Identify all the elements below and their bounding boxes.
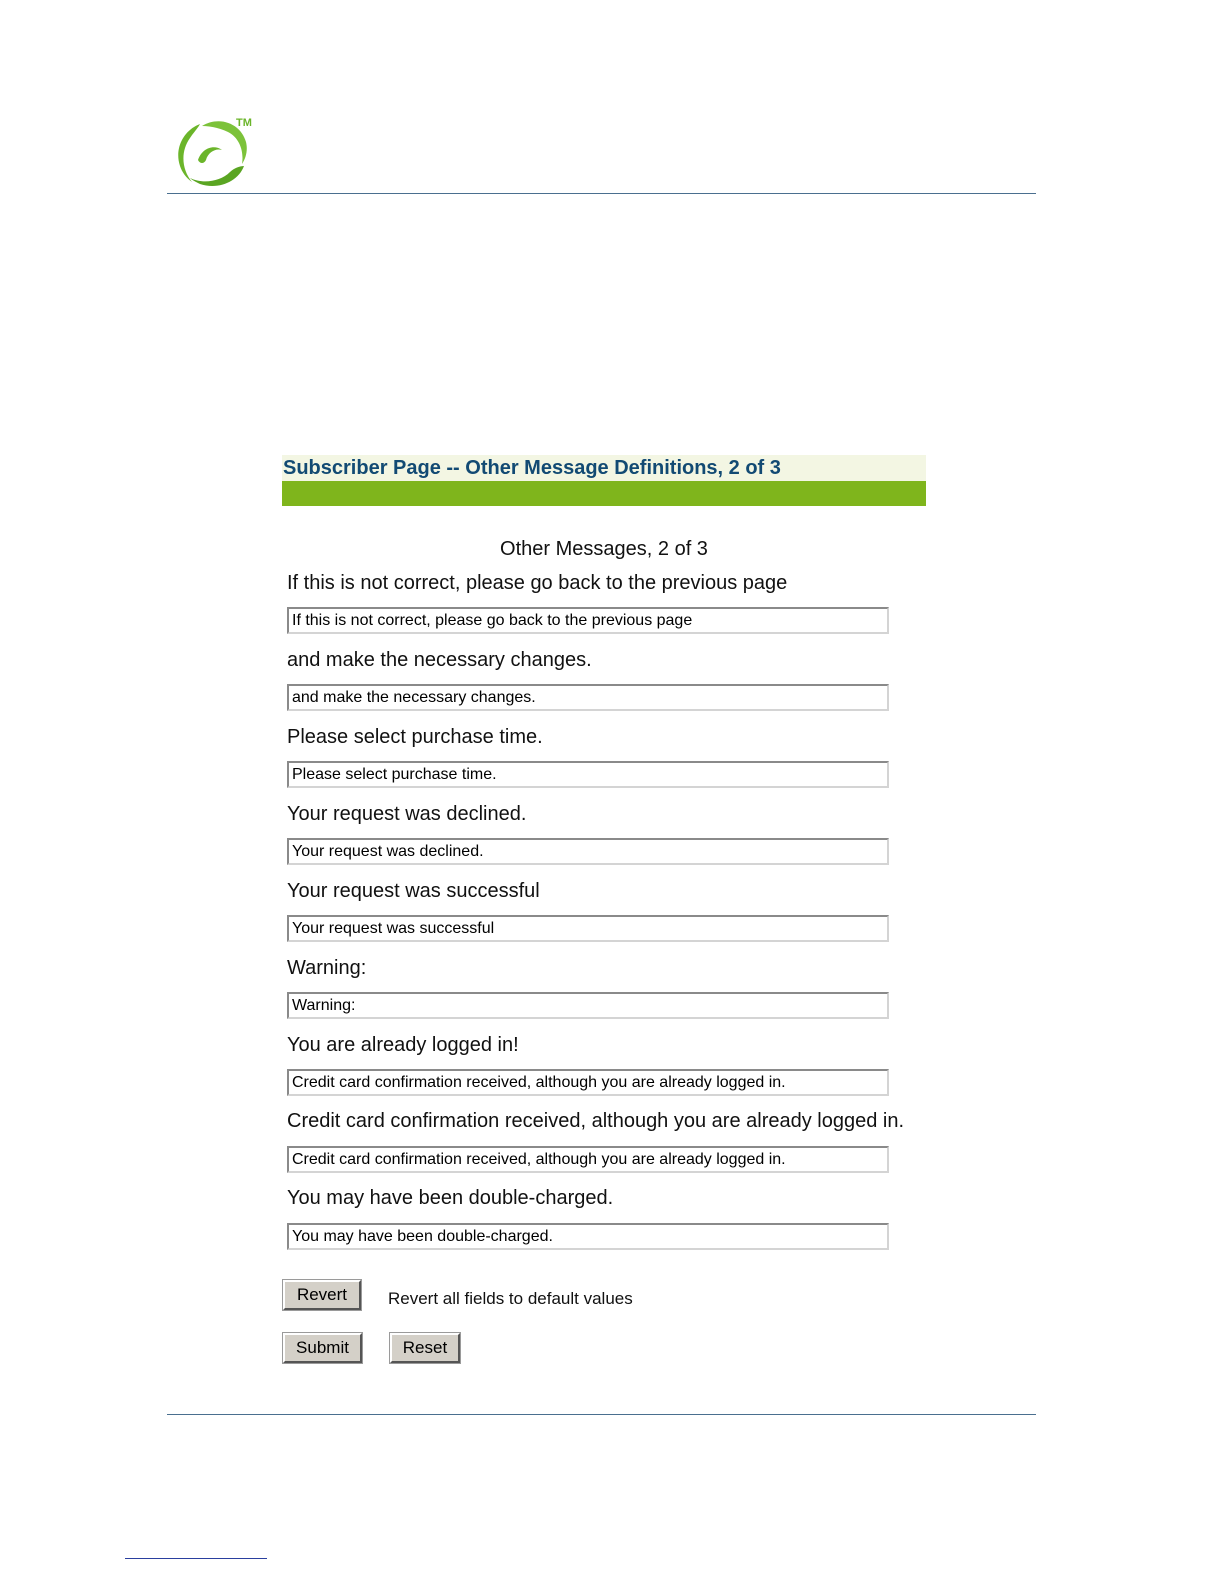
trademark-mark: TM (236, 117, 252, 129)
message-input-2[interactable] (287, 684, 889, 711)
panel-accent-bar (282, 481, 926, 506)
submit-button[interactable]: Submit (283, 1333, 362, 1363)
bottom-divider (167, 1414, 1036, 1415)
field-label-1: If this is not correct, please go back to the previous page (287, 572, 788, 594)
message-input-8[interactable] (287, 1146, 889, 1173)
revert-button[interactable]: Revert (283, 1280, 361, 1310)
footer-rule (125, 1558, 267, 1559)
message-input-7[interactable] (287, 1069, 889, 1096)
message-input-1[interactable] (287, 607, 889, 634)
subscriber-panel (282, 455, 926, 506)
message-input-4[interactable] (287, 838, 889, 865)
company-logo (170, 112, 260, 192)
form-title: Other Messages, 2 of 3 (500, 538, 708, 560)
field-label-5: Your request was successful (287, 880, 540, 902)
field-label-8: Credit card confirmation received, although you are already logged in. (287, 1110, 905, 1132)
field-label-3: Please select purchase time. (287, 726, 543, 748)
reset-button[interactable]: Reset (390, 1333, 460, 1363)
revert-description: Revert all fields to default values (388, 1289, 633, 1308)
panel-title: Subscriber Page -- Other Message Definitions, 2 of 3 (282, 455, 926, 481)
message-input-3[interactable] (287, 761, 889, 788)
message-input-5[interactable] (287, 915, 889, 942)
message-input-6[interactable] (287, 992, 889, 1019)
field-label-6: Warning: (287, 957, 367, 979)
field-label-4: Your request was declined. (287, 803, 527, 825)
field-label-9: You may have been double-charged. (287, 1187, 614, 1209)
field-label-2: and make the necessary changes. (287, 649, 592, 671)
top-divider (167, 193, 1036, 194)
field-label-7: You are already logged in! (287, 1034, 519, 1056)
message-input-9[interactable] (287, 1223, 889, 1250)
